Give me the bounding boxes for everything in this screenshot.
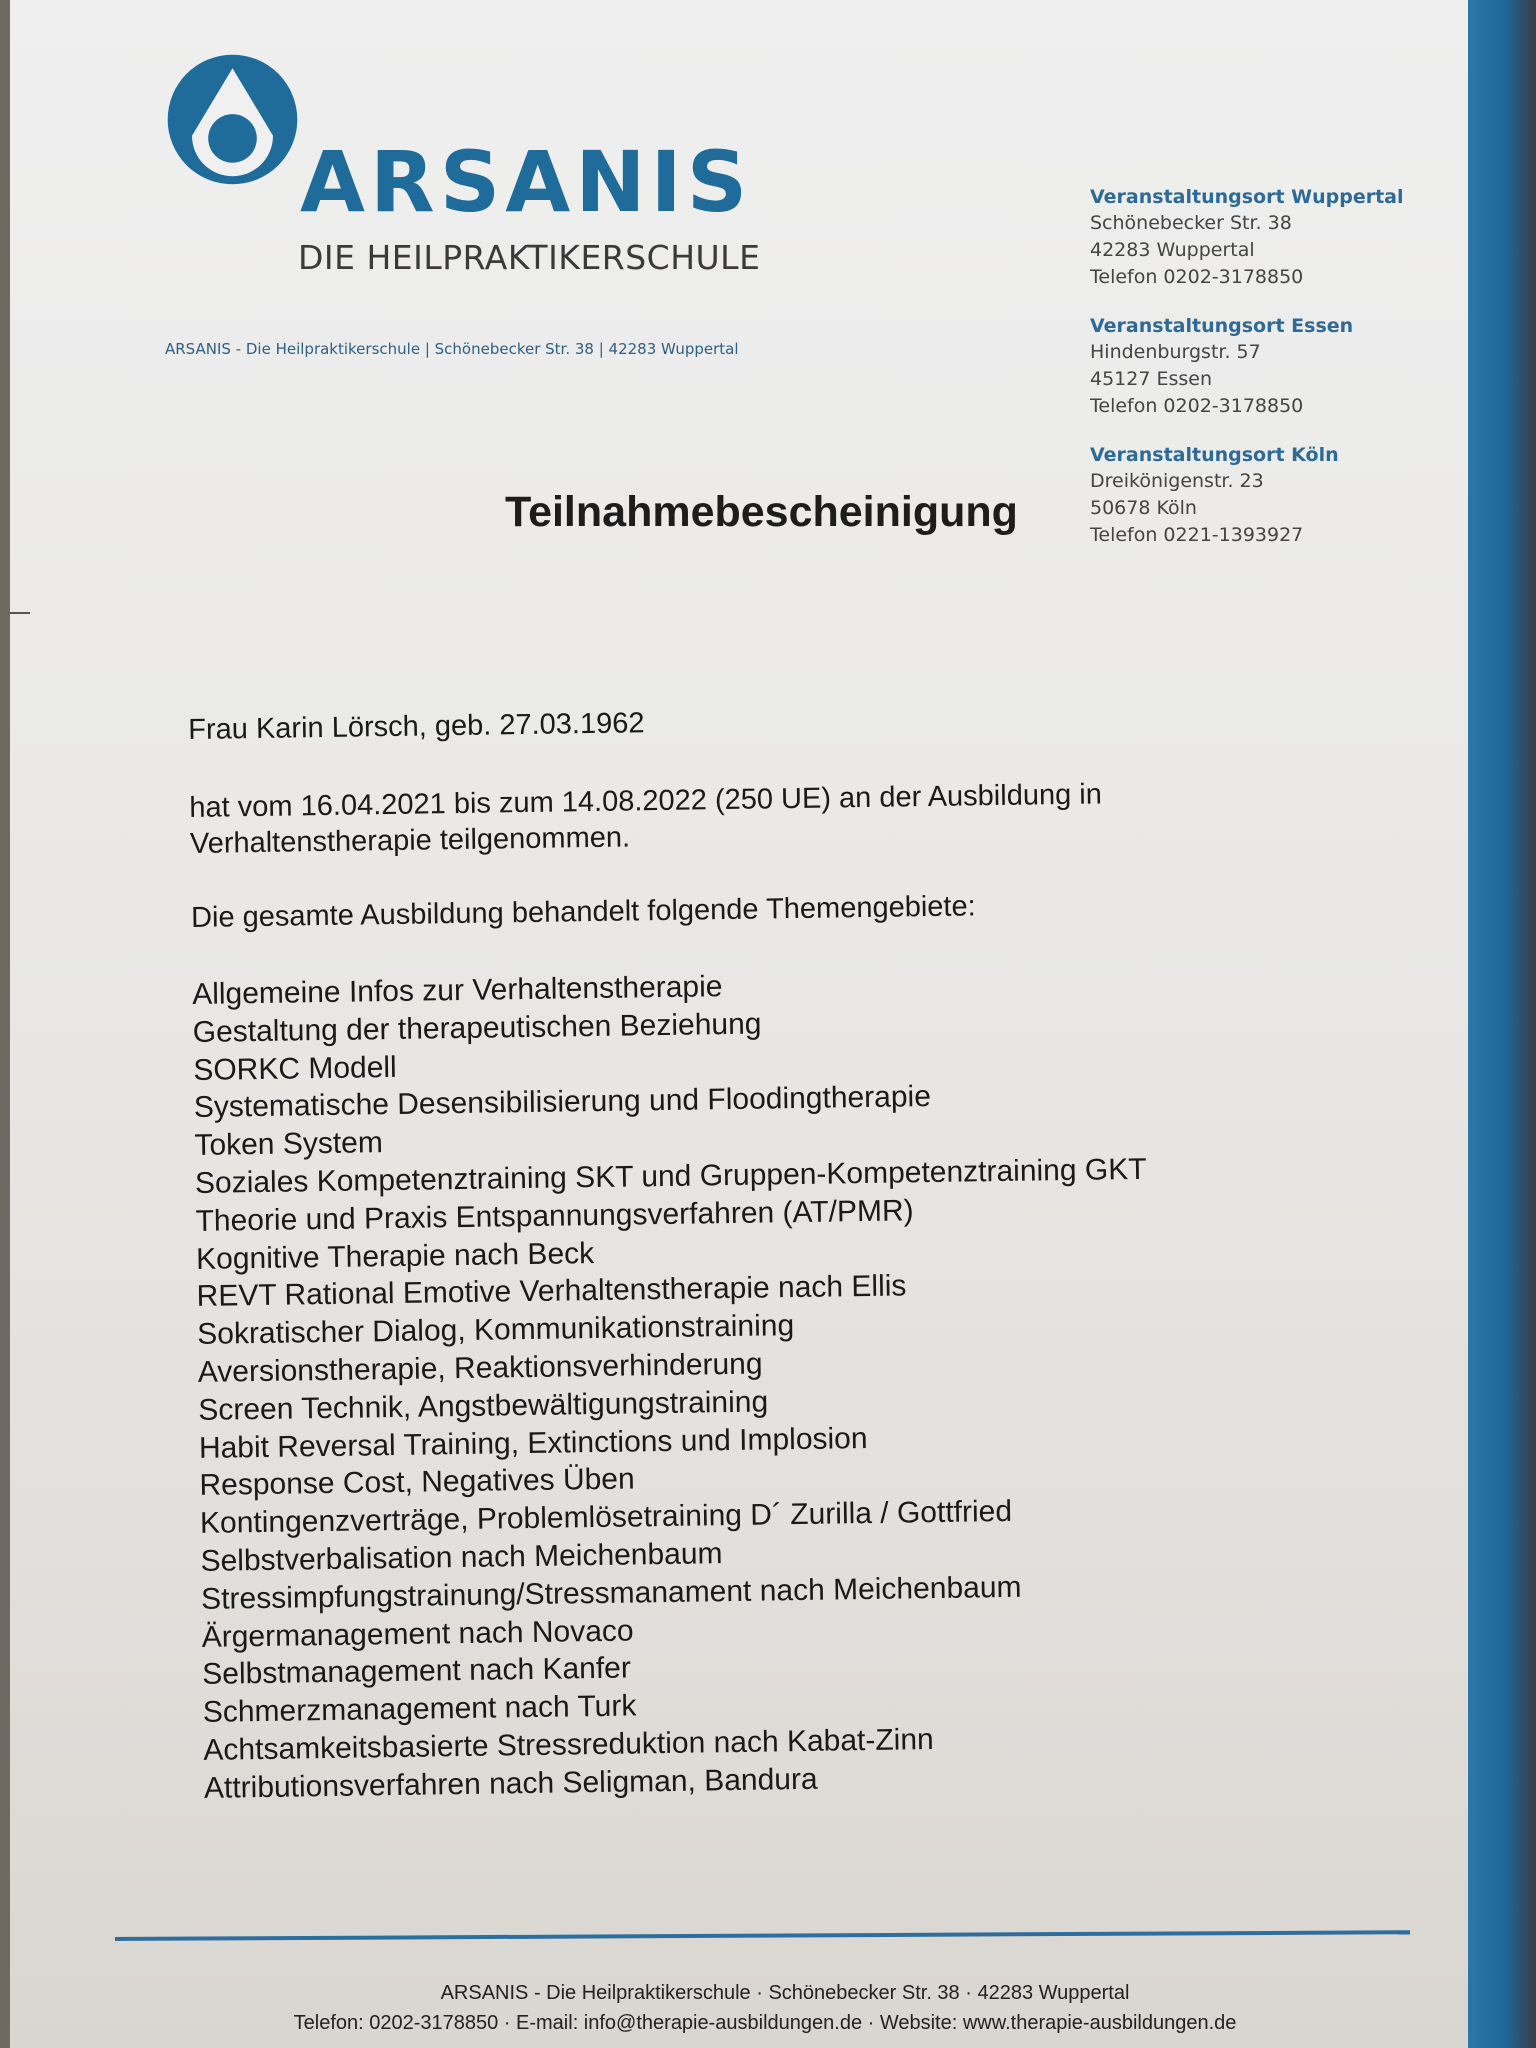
- list-item: Achtsamkeitsbasierte Stressreduktion nach Kabat-Zinn: [203, 1722, 934, 1767]
- period-line-2: Verhaltenstherapie teilgenommen.: [189, 821, 631, 860]
- list-item: Habit Reversal Training, Extinctions und Implosion: [198, 1421, 868, 1465]
- location-city: 50678 Köln: [1090, 497, 1197, 519]
- list-item: Selbstverbalisation nach Meichenbaum: [200, 1537, 723, 1578]
- location-wuppertal: [1090, 184, 1450, 291]
- drop-circle-logo-icon: [165, 52, 300, 187]
- certificate-body: [188, 695, 1354, 1807]
- location-city: 42283 Wuppertal: [1090, 239, 1255, 261]
- list-item: Soziales Kompetenztraining SKT und Gruppen-Kompetenztraining GKT: [194, 1152, 1147, 1200]
- document-page: [10, 0, 1490, 2048]
- list-item: Schmerzmanagement nach Turk: [202, 1689, 637, 1730]
- list-item: Systematische Desensibilisierung und Floodingtherapie: [193, 1080, 932, 1125]
- list-item: Response Cost, Negatives Üben: [199, 1462, 635, 1503]
- topics-intro: Die gesamte Ausbildung behandelt folgende Themengebiete:: [190, 890, 976, 934]
- list-item: Token System: [194, 1126, 384, 1163]
- location-title: Veranstaltungsort Köln: [1090, 444, 1339, 466]
- list-item: Sokratischer Dialog, Kommunikationstraining: [196, 1309, 795, 1352]
- list-item: Selbstmanagement nach Kanfer: [202, 1651, 632, 1692]
- list-item: Kontingenzverträge, Problemlösetraining D´ Zurilla / Gottfried: [199, 1495, 1013, 1541]
- location-city: 45127 Essen: [1090, 368, 1213, 390]
- footer-divider: [115, 1930, 1410, 1941]
- list-item: Allgemeine Infos zur Verhaltenstherapie: [191, 970, 723, 1011]
- topic-list: [192, 959, 1354, 1807]
- list-item: Aversionstherapie, Reaktionsverhinderung: [197, 1347, 763, 1389]
- footer: [110, 1978, 1460, 2038]
- location-street: Schönebecker Str. 38: [1090, 212, 1292, 234]
- location-phone: Telefon 0221-1393927: [1090, 524, 1304, 546]
- location-list: [1090, 184, 1450, 571]
- list-item: Theorie und Praxis Entspannungsverfahren (AT/PMR): [195, 1194, 914, 1238]
- location-koeln: [1090, 442, 1450, 549]
- location-title: Veranstaltungsort Wuppertal: [1090, 186, 1404, 208]
- list-item: Kognitive Therapie nach Beck: [195, 1236, 595, 1276]
- location-street: Hindenburgstr. 57: [1090, 341, 1261, 363]
- list-item: Stressimpfungstrainung/Stressmanament nach Meichenbaum: [200, 1570, 1022, 1616]
- brand-subtitle: DIE HEILPRAKTIKERSCHULE: [298, 238, 761, 277]
- location-street: Dreikönigenstr. 23: [1090, 470, 1264, 492]
- list-item: Gestaltung der therapeutischen Beziehung: [192, 1007, 762, 1049]
- list-item: SORKC Modell: [193, 1050, 397, 1087]
- footer-contact: Telefon: 0202-3178850 · E-mail: info@therapie-ausbildungen.de · Website: www.therapie-ausbildungen.de: [293, 2012, 1237, 2034]
- list-item: Ärgermanagement nach Novaco: [201, 1614, 634, 1654]
- fold-mark: [10, 612, 30, 614]
- list-item: Screen Technik, Angstbewältigungstraining: [198, 1385, 769, 1427]
- list-item: REVT Rational Emotive Verhaltenstherapie nach Ellis: [196, 1269, 907, 1314]
- recipient-line: Frau Karin Lörsch, geb. 27.03.1962: [188, 707, 645, 746]
- location-essen: [1090, 313, 1450, 420]
- document-title: Teilnahmebescheinigung: [505, 488, 1018, 536]
- footer-address: ARSANIS - Die Heilpraktikerschule · Schönebecker Str. 38 · 42283 Wuppertal: [440, 1982, 1130, 2004]
- location-phone: Telefon 0202-3178850: [1090, 266, 1304, 288]
- location-title: Veranstaltungsort Essen: [1090, 315, 1354, 337]
- brand-name: ARSANIS: [300, 133, 753, 231]
- location-phone: Telefon 0202-3178850: [1090, 395, 1304, 417]
- list-item: Attributionsverfahren nach Seligman, Bandura: [203, 1762, 818, 1805]
- background-edge: [1468, 0, 1536, 2048]
- sender-address-line: ARSANIS - Die Heilpraktikerschule | Schönebecker Str. 38 | 42283 Wuppertal: [165, 340, 739, 358]
- period-line-1: hat vom 16.04.2021 bis zum 14.08.2022 (250 UE) an der Ausbildung in: [189, 778, 1103, 824]
